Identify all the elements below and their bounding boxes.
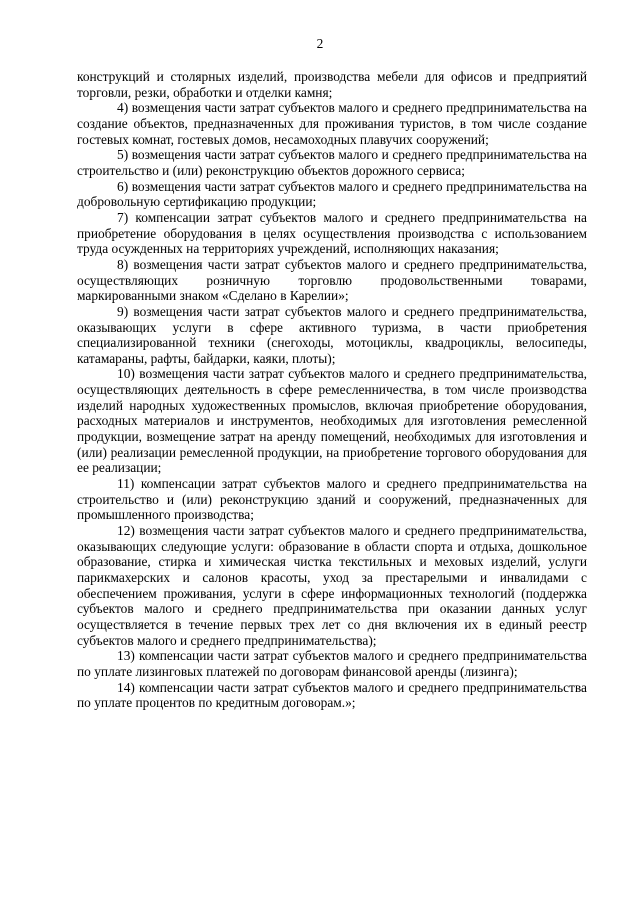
list-item-paragraph: 13) компенсации части затрат субъектов малого и среднего предпринимательства по уплате лизинговых платежей по договорам финансовой аренды (лизинга); [77, 648, 587, 679]
page-number: 2 [316, 36, 324, 51]
list-item-paragraph: 6) возмещения части затрат субъектов малого и среднего предпринимательства на добровольную сертификацию продукции; [77, 178, 587, 210]
body-text [77, 69, 587, 711]
list-item-paragraph: 14) компенсации части затрат субъектов малого и среднего предпринимательства по уплате процентов по кредитным договорам.»; [77, 679, 587, 711]
paragraph-continuation: конструкций и столярных изделий, производства мебели для офисов и предприятий торговли, резки, обработки и отделки камня; [77, 69, 587, 100]
list-item-paragraph: 8) возмещения части затрат субъектов малого и среднего предпринимательства, осуществляющих розничную торговлю продовольственными товарами, маркированными знаком «Сделано в Карелии»; [77, 256, 587, 304]
list-item-paragraph: 12) возмещения части затрат субъектов малого и среднего предпринимательства, оказывающих следующие услуги: образование в области спорта и отдыха, дошкольное образование, стирка и химическая чистка текстильных и меховых изделий, услуги парикмахерских и салонов красоты, уход за престарелыми и инвалидами с обеспечением проживания, услуги в сфере информационных технологий (поддержка субъектов малого и среднего предпринимательства при оказании данных услуг осуществляется в течение первых трех лет со дня включения их в единый реестр субъектов малого и среднего предпринимательства); [77, 523, 587, 648]
list-item-paragraph: 4) возмещения части затрат субъектов малого и среднего предпринимательства на создание объектов, предназначенных для проживания туристов, в том числе создание гостевых комнат, гостевых домов, несамоходных плавучих сооружений; [77, 100, 587, 147]
list-item-paragraph: 11) компенсации затрат субъектов малого и среднего предпринимательства на строительство и (или) реконструкцию зданий и сооружений, предназначенных для промышленного производства; [77, 476, 587, 523]
list-item-paragraph: 9) возмещения части затрат субъектов малого и среднего предпринимательства, оказывающих услуги в сфере активного туризма, в части приобретения специализированной техники (снегоходы, мотоциклы, квадроциклы, велосипеды, катамараны, рафты, байдарки, каяки, плоты); [77, 303, 587, 366]
list-item-paragraph: 7) компенсации затрат субъектов малого и среднего предпринимательства на приобретение оборудования в целях осуществления производства с использованием труда осужденных на территориях учреждений, исполняющих наказания; [77, 209, 587, 257]
list-item-paragraph: 5) возмещения части затрат субъектов малого и среднего предпринимательства на строительство и (или) реконструкцию объектов дорожного сервиса; [77, 147, 587, 178]
list-item-paragraph: 10) возмещения части затрат субъектов малого и среднего предпринимательства, осуществляющих деятельность в сфере ремесленничества, в том числе производства изделий народных художественных промыслов, включая приобретение оборудования, расходных материалов и инструментов, необходимых для изготовления ремесленной продукции, возмещение затрат на аренду помещений, необходимых для изготовления и (или) реализации ремесленной продукции, на приобретение торгового оборудования для ее реализации; [77, 366, 587, 476]
